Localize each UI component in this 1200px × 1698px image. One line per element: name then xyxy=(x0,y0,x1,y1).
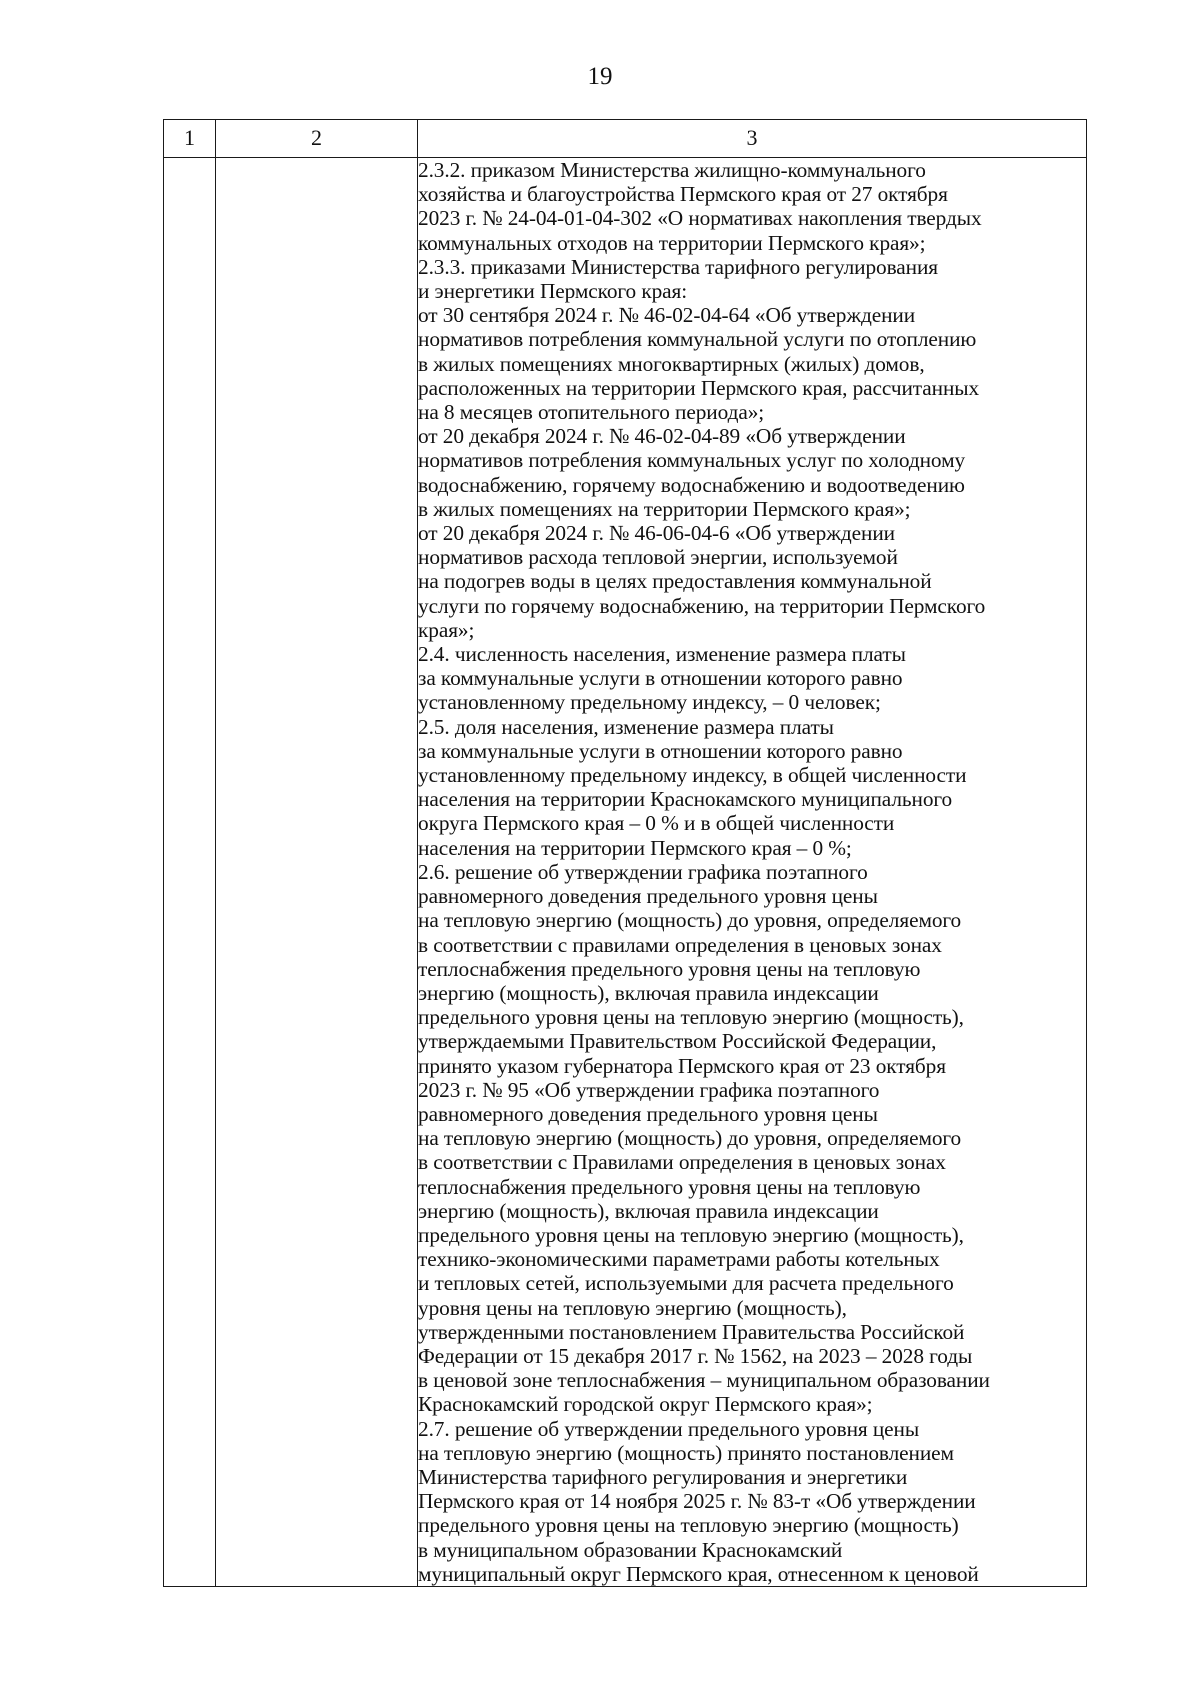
text-line: нормативов расхода тепловой энергии, используемой xyxy=(418,545,898,570)
text-line: установленному предельному индексу, – 0 человек; xyxy=(418,690,881,715)
text-line: от 20 декабря 2024 г. № 46-06-04-6 «Об утверждении xyxy=(418,521,895,546)
text-line: края»; xyxy=(418,617,475,642)
text-line: коммунальных отходов на территории Пермского края»; xyxy=(418,230,926,255)
text-line: хозяйства и благоустройства Пермского края от 27 октября xyxy=(418,182,948,207)
text-line: технико-экономическими параметрами работы котельных xyxy=(418,1247,940,1272)
text-line: Пермского края от 14 ноября 2025 г. № 83-т «Об утверждении xyxy=(418,1489,976,1514)
text-line: на подогрев воды в целях предоставления коммунальной xyxy=(418,569,932,594)
text-lines xyxy=(418,158,1086,1586)
text-line: предельного уровня цены на тепловую энергию (мощность) xyxy=(418,1513,959,1538)
text-line: на 8 месяцев отопительного периода»; xyxy=(418,400,765,425)
text-line: энергию (мощность), включая правила индексации xyxy=(418,1198,879,1223)
table-cell-col-1 xyxy=(164,158,216,1587)
text-line: 2.7. решение об утверждении предельного уровня цены xyxy=(418,1416,920,1441)
text-line: уровня цены на тепловую энергию (мощность), xyxy=(418,1295,847,1320)
text-line: теплоснабжения предельного уровня цены на тепловую xyxy=(418,956,921,981)
text-line: округа Пермского края – 0 % и в общей численности xyxy=(418,811,895,836)
text-line: на тепловую энергию (мощность) принято постановлением xyxy=(418,1440,954,1465)
text-line: населения на территории Пермского края – 0 %; xyxy=(418,835,852,860)
text-line: в муниципальном образовании Краснокамский xyxy=(418,1537,843,1562)
text-line: 2.4. численность населения, изменение размера платы xyxy=(418,642,906,667)
text-line: принято указом губернатора Пермского края от 23 октября xyxy=(418,1053,946,1078)
text-line: от 30 сентября 2024 г. № 46-02-04-64 «Об утверждении xyxy=(418,303,916,328)
text-line: 2023 г. № 95 «Об утверждении графика поэтапного xyxy=(418,1077,880,1102)
text-line: муниципальный округ Пермского края, отнесенном к ценовой xyxy=(418,1561,979,1586)
text-line: предельного уровня цены на тепловую энергию (мощность), xyxy=(418,1222,964,1247)
text-line: Федерации от 15 декабря 2017 г. № 1562, на 2023 – 2028 годы xyxy=(418,1343,973,1368)
table-cell-col-3 xyxy=(418,158,1087,1587)
text-line: 2.5. доля населения, изменение размера платы xyxy=(418,714,834,739)
text-line: теплоснабжения предельного уровня цены на тепловую xyxy=(418,1174,921,1199)
text-line: от 20 декабря 2024 г. № 46-02-04-89 «Об утверждении xyxy=(418,424,906,449)
text-line: утверждаемыми Правительством Российской Федерации, xyxy=(418,1029,937,1054)
column-header-3: 3 xyxy=(418,120,1087,158)
text-line: в жилых помещениях на территории Пермского края»; xyxy=(418,496,911,521)
text-line: 2.3.3. приказами Министерства тарифного регулирования xyxy=(418,254,938,279)
text-line: за коммунальные услуги в отношении которого равно xyxy=(418,666,903,691)
text-line: предельного уровня цены на тепловую энергию (мощность), xyxy=(418,1005,964,1030)
text-line: услуги по горячему водоснабжению, на территории Пермского xyxy=(418,593,986,618)
text-line: 2.6. решение об утверждении графика поэтапного xyxy=(418,859,868,884)
text-line: на тепловую энергию (мощность) до уровня, определяемого xyxy=(418,1126,962,1151)
text-line: Министерства тарифного регулирования и энергетики xyxy=(418,1464,908,1489)
text-line: 2023 г. № 24-04-01-04-302 «О нормативах накопления твердых xyxy=(418,206,982,231)
text-line: Краснокамский городской округ Пермского края»; xyxy=(418,1392,873,1417)
text-line: 2.3.2. приказом Министерства жилищно-коммунального xyxy=(418,158,926,182)
column-header-2: 2 xyxy=(216,120,418,158)
text-line: за коммунальные услуги в отношении которого равно xyxy=(418,738,903,763)
text-line: расположенных на территории Пермского края, рассчитанных xyxy=(418,375,980,400)
text-line: установленному предельному индексу, в общей численности xyxy=(418,763,967,788)
text-line: и тепловых сетей, используемыми для расчета предельного xyxy=(418,1271,954,1296)
text-line: равномерного доведения предельного уровня цены xyxy=(418,884,878,909)
column-header-1: 1 xyxy=(164,120,216,158)
text-line: в соответствии с правилами определения в ценовых зонах xyxy=(418,932,942,957)
text-line: населения на территории Краснокамского муниципального xyxy=(418,787,953,812)
text-line: равномерного доведения предельного уровня цены xyxy=(418,1101,878,1126)
table-row xyxy=(164,158,1087,1587)
document-table xyxy=(163,119,1087,1587)
text-line: в жилых помещениях многоквартирных (жилых) домов, xyxy=(418,351,925,376)
text-line: водоснабжению, горячему водоснабжению и водоотведению xyxy=(418,472,965,497)
text-line: энергию (мощность), включая правила индексации xyxy=(418,980,879,1005)
table-header-row xyxy=(164,120,1087,158)
text-line: утвержденными постановлением Правительства Российской xyxy=(418,1319,965,1344)
table-cell-col-2 xyxy=(216,158,418,1587)
text-line: на тепловую энергию (мощность) до уровня, определяемого xyxy=(418,908,962,933)
text-line: в ценовой зоне теплоснабжения – муниципальном образовании xyxy=(418,1368,990,1393)
text-line: в соответствии с Правилами определения в ценовых зонах xyxy=(418,1150,946,1175)
text-line: нормативов потребления коммунальных услуг по холодному xyxy=(418,448,966,473)
page-number: 19 xyxy=(587,63,613,90)
text-line: нормативов потребления коммунальной услуги по отоплению xyxy=(418,327,977,352)
text-line: и энергетики Пермского края: xyxy=(418,279,688,304)
